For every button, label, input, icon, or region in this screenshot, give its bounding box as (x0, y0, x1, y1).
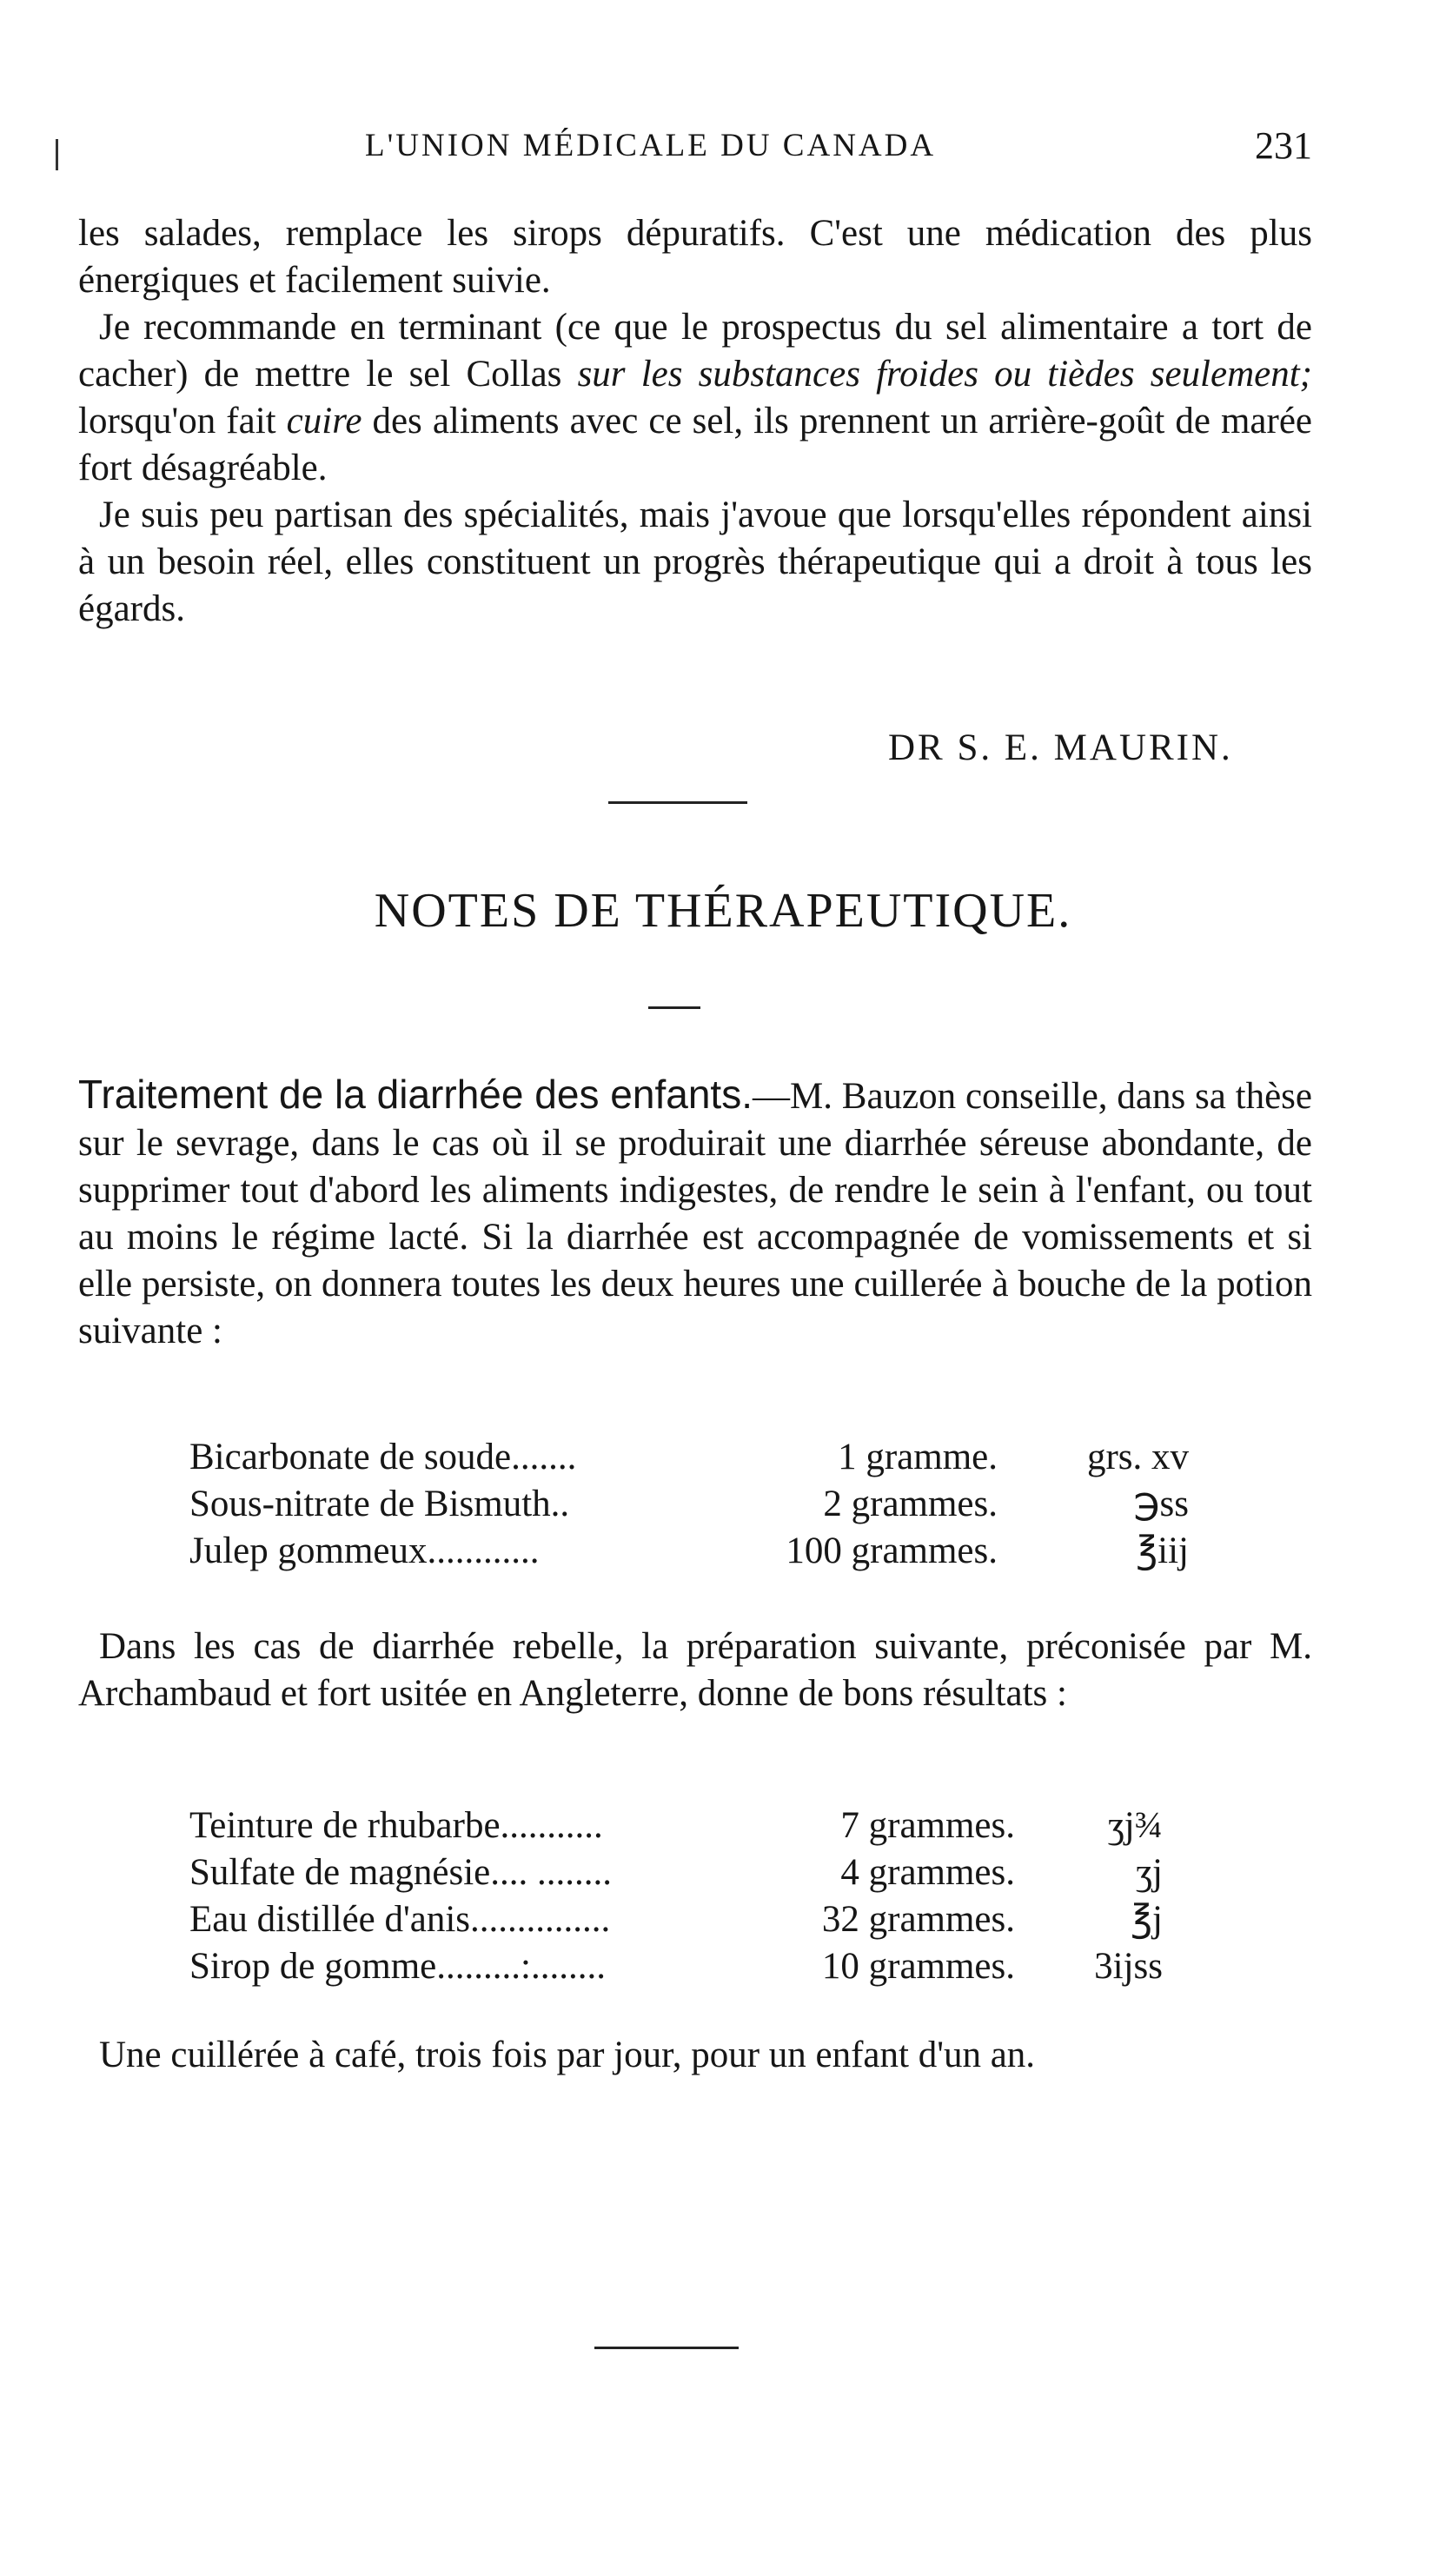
article-heading: Traitement de la diarrhée des enfants. (78, 1072, 753, 1117)
top-section (78, 210, 1312, 633)
apothecary-quantity: ʒj (1135, 1852, 1163, 1893)
running-header (78, 124, 1312, 179)
author-signature: DR S. E. MAURIN. (888, 727, 1233, 768)
paragraph-diarrhee-rebelle: Dans les cas de diarrhée rebelle, la préparation suivante, préconisée par M. Archambaud et fort usitée en Angleterre, donne de bons résultats : (78, 1626, 1312, 1714)
apothecary-quantity: ℥iij (1136, 1530, 1189, 1571)
paragraph-sel-collas (78, 304, 1312, 492)
ingredient-quantity: 32 grammes. (821, 1899, 1015, 1940)
section-title: NOTES DE THÉRAPEUTIQUE. (374, 884, 1072, 938)
apothecary-quantity: ℈ss (1133, 1484, 1189, 1524)
paragraph-text: lorsqu'on fait (78, 401, 287, 442)
paragraph-salades: les salades, remplace les sirops dépuratifs. C'est une médication des plus énergiques et facilement suivie. (78, 213, 1312, 301)
paragraph-specialites: Je suis peu partisan des spécialités, mais j'avoue que lorsqu'elles répondent ainsi à un besoin réel, elles constituent un progrès thérapeutique qui a droit à tous les égards. (78, 495, 1312, 629)
end-divider-rule (594, 2347, 739, 2349)
section-divider-rule (608, 801, 747, 804)
ingredient-name: Sirop de gomme.........:........ (189, 1946, 606, 1987)
ingredient-name: Eau distillée d'anis............... (189, 1899, 611, 1940)
short-divider-rule (648, 1006, 700, 1009)
prescription-table-1 (189, 1434, 1189, 1575)
final-section (78, 2032, 1312, 2079)
page-edge-mark (56, 139, 58, 170)
prescription-row (189, 1528, 1189, 1575)
prescription-row (189, 1434, 1189, 1481)
ingredient-name: Sulfate de magnésie.... ........ (189, 1852, 613, 1893)
page-number: 231 (1255, 124, 1312, 167)
ingredient-name: Teinture de rhubarbe........... (189, 1805, 603, 1846)
prescription-row (189, 1896, 1189, 1943)
ingredient-quantity: 100 grammes. (786, 1530, 998, 1571)
prescription-row (189, 1803, 1189, 1849)
ingredient-quantity: 1 gramme. (838, 1437, 998, 1477)
ingredient-quantity: 4 grammes. (840, 1852, 1015, 1893)
paragraph-text: Je recommande en terminant (ce que le prospectus du sel alimentaire a tort de cacher) de mettre le sel Collas (78, 307, 1312, 395)
prescription-row (189, 1849, 1189, 1896)
ingredient-name: Julep gommeux............ (189, 1530, 540, 1571)
paragraph-dosage: Une cuillérée à café, trois fois par jour, pour un enfant d'un an. (99, 2035, 1036, 2075)
prescription-table-2 (189, 1803, 1189, 1990)
article-lead (78, 1071, 1312, 1355)
ingredient-quantity: 2 grammes. (823, 1484, 998, 1524)
apothecary-quantity: grs. xv (1086, 1437, 1189, 1477)
ingredient-name: Bicarbonate de soude....... (189, 1437, 577, 1477)
apothecary-quantity: 3ijss (1094, 1946, 1163, 1987)
ingredient-quantity: 10 grammes. (821, 1946, 1015, 1987)
apothecary-quantity: ʒj¾ (1107, 1805, 1163, 1846)
journal-title: L'UNION MÉDICALE DU CANADA (365, 128, 937, 163)
italic-phrase: sur les substances froides ou tièdes seulement; (577, 354, 1312, 395)
paragraph-text: des aliments avec ce sel, ils prennent un arrière-goût de marée fort désagréable. (78, 401, 1313, 488)
italic-word: cuire (286, 401, 362, 442)
middle-section (78, 1623, 1312, 1717)
ingredient-quantity: 7 grammes. (840, 1805, 1015, 1846)
apothecary-quantity: ℥j (1131, 1899, 1163, 1940)
prescription-row (189, 1943, 1189, 1990)
prescription-row (189, 1481, 1189, 1528)
ingredient-name: Sous-nitrate de Bismuth.. (189, 1484, 570, 1524)
article-text: —M. Bauzon conseille, dans sa thèse sur le sevrage, dans le cas où il se produirait une diarrhée séreuse abondante, de supprimer tout d'abord les aliments indigestes, de rendre le sein à l'enfant, ou tout au moins le régime lacté. Si la diarrhée est accompagnée de vomissements et si elle persiste, on donnera toutes les deux heures une cuillerée à bouche de la potion suivante : (78, 1076, 1312, 1351)
article-paragraph (78, 1071, 1312, 1355)
